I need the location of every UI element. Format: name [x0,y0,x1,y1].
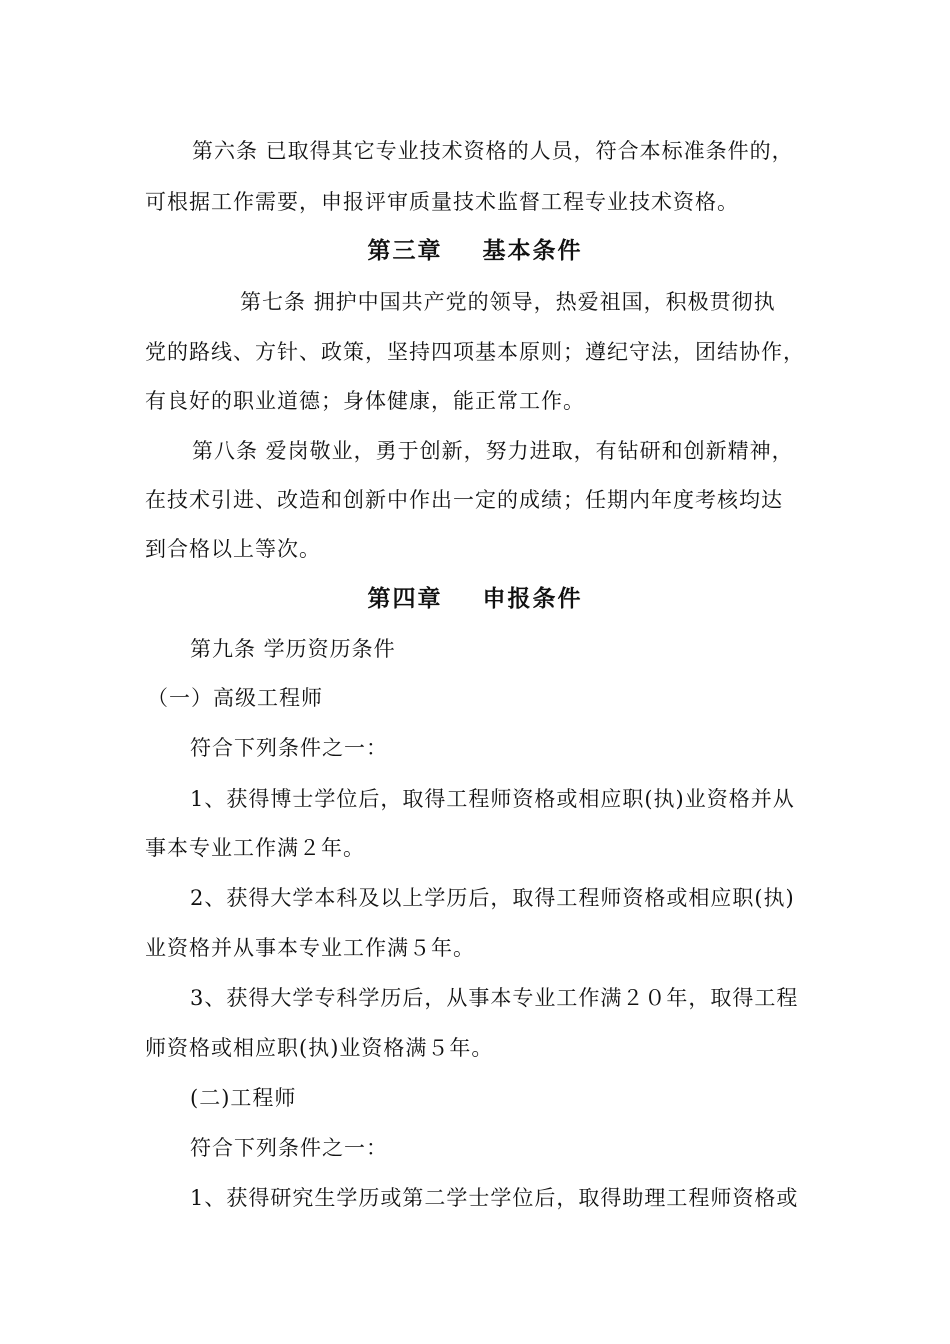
senior-item-2-line-1: 2、获得大学本科及以上学历后，取得工程师资格或相应职(执) [190,886,795,910]
article-7-line-2: 党的路线、方针、政策，坚持四项基本原则；遵纪守法，团结协作， [145,340,805,364]
article-7-line-3: 有良好的职业道德；身体健康，能正常工作。 [145,389,585,413]
senior-item-3-line-2: 师资格或相应职(执)业资格满５年。 [145,1036,494,1060]
condition-intro-1: 符合下列条件之一： [190,736,388,760]
article-9-line: 第九条 学历资历条件 [190,637,396,661]
senior-item-2-line-2: 业资格并从事本专业工作满５年。 [145,936,475,960]
article-8-line-1: 第八条 爱岗敬业，勇于创新，努力进取，有钻研和创新精神， [192,439,794,463]
senior-item-1-line-1: 1、获得博士学位后，取得工程师资格或相应职(执)业资格并从 [190,787,795,811]
senior-item-1-line-2: 事本专业工作满２年。 [145,836,365,860]
condition-intro-2: 符合下列条件之一： [190,1136,388,1160]
article-8-line-3: 到合格以上等次。 [145,537,321,561]
engineer-item-1-line-1: 1、获得研究生学历或第二学士学位后，取得助理工程师资格或 [190,1186,799,1210]
article-7-line-1: 第七条 拥护中国共产党的领导，热爱祖国，积极贯彻执 [240,290,776,314]
article-6-line-1: 第六条 已取得其它专业技术资格的人员，符合本标准条件的， [192,139,794,163]
article-6-line-2: 可根据工作需要，申报评审质量技术监督工程专业技术资格。 [145,190,739,214]
senior-engineer-heading: （一）高级工程师 [147,686,323,710]
senior-item-3-line-1: 3、获得大学专科学历后，从事本专业工作满２０年，取得工程 [190,986,799,1010]
engineer-heading: (二)工程师 [190,1086,297,1110]
chapter-3-heading: 第三章 基本条件 [367,238,583,264]
chapter-4-heading: 第四章 申报条件 [367,586,583,612]
article-8-line-2: 在技术引进、改造和创新中作出一定的成绩；任期内年度考核均达 [145,488,783,512]
